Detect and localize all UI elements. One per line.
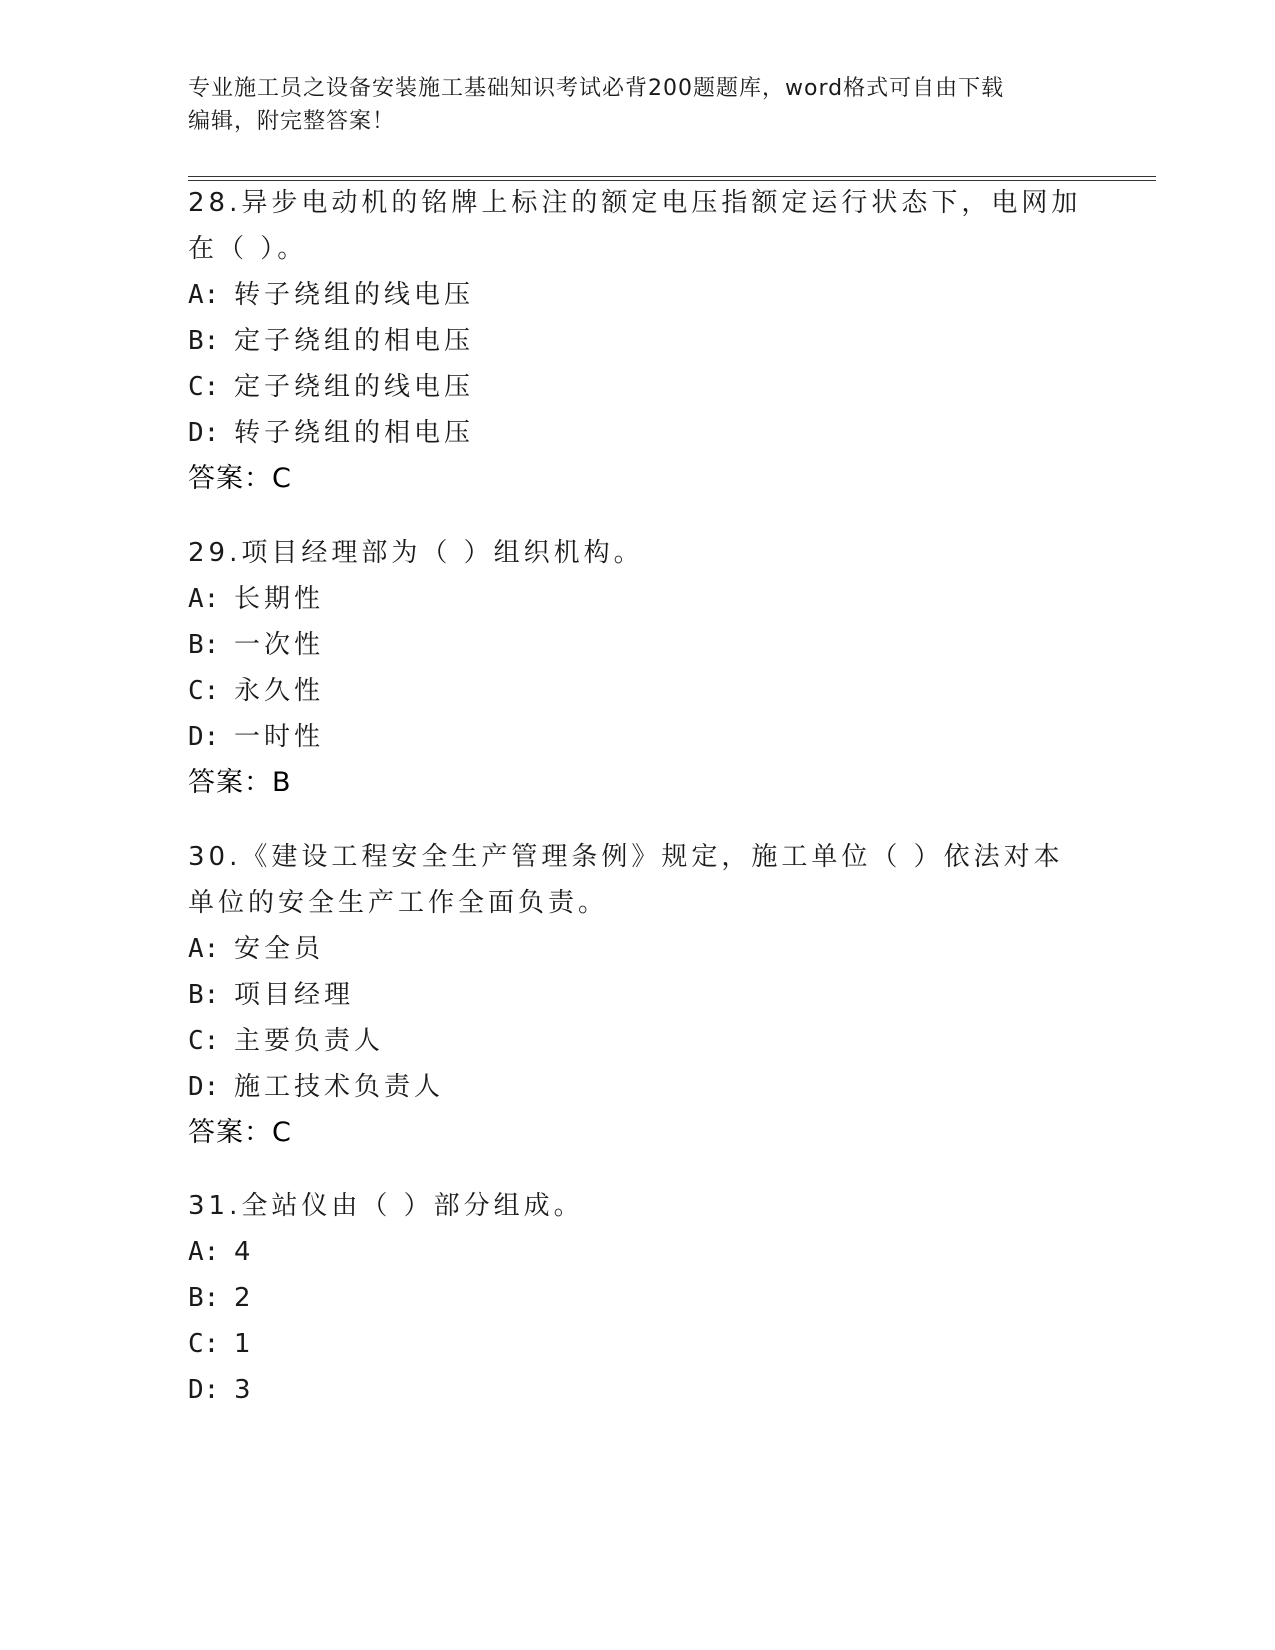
option-text: 转子绕组的线电压 — [234, 280, 475, 310]
option-text: 2 — [234, 1283, 255, 1313]
question-stem: 异步电动机的铭牌上标注的额定电压指额定运行状态下，电网加在（ ）。 — [188, 188, 1082, 264]
option-letter: A: — [188, 934, 220, 964]
option-text: 施工技术负责人 — [234, 1072, 445, 1102]
option-letter: A: — [188, 280, 220, 310]
option-text: 一次性 — [234, 630, 325, 660]
option-d — [188, 1064, 1088, 1110]
question-stem: 《建设工程安全生产管理条例》规定，施工单位（ ）依法对本单位的安全生产工作全面负责。 — [188, 842, 1064, 918]
option-letter: A: — [188, 1237, 220, 1267]
option-c — [188, 1018, 1088, 1064]
option-text: 1 — [234, 1329, 255, 1359]
option-c — [188, 1321, 1088, 1367]
option-letter: B: — [188, 326, 220, 356]
answer-line: 答案：B — [188, 767, 292, 798]
option-text: 4 — [234, 1237, 255, 1267]
option-text: 转子绕组的相电压 — [234, 418, 475, 448]
option-a — [188, 576, 1088, 622]
option-c — [188, 364, 1088, 410]
header-line-2: 编辑，附完整答案！ — [188, 109, 396, 134]
question-29 — [188, 530, 1088, 806]
question-28 — [188, 180, 1088, 502]
option-d — [188, 1367, 1088, 1413]
option-letter: D: — [188, 722, 220, 752]
option-letter: D: — [188, 418, 220, 448]
option-b — [188, 972, 1088, 1018]
question-31 — [188, 1183, 1088, 1413]
option-text: 一时性 — [234, 722, 325, 752]
answer-line: 答案：C — [188, 1117, 292, 1148]
option-letter: B: — [188, 980, 220, 1010]
option-text: 永久性 — [234, 676, 325, 706]
question-number: 30. — [188, 842, 242, 872]
option-letter: C: — [188, 676, 220, 706]
question-text — [188, 1183, 1088, 1229]
option-b — [188, 318, 1088, 364]
option-letter: D: — [188, 1375, 220, 1405]
option-text: 定子绕组的线电压 — [234, 372, 475, 402]
option-letter: C: — [188, 1026, 220, 1056]
option-b — [188, 622, 1088, 668]
option-text: 定子绕组的相电压 — [234, 326, 475, 356]
question-text — [188, 180, 1088, 272]
question-number: 31. — [188, 1191, 242, 1221]
question-text — [188, 530, 1088, 576]
option-letter: A: — [188, 584, 220, 614]
document-header — [188, 72, 1088, 138]
question-stem: 项目经理部为（ ）组织机构。 — [241, 538, 644, 568]
option-b — [188, 1275, 1088, 1321]
question-30 — [188, 834, 1088, 1156]
answer-line: 答案：C — [188, 463, 292, 494]
option-d — [188, 410, 1088, 456]
option-text: 长期性 — [234, 584, 325, 614]
question-number: 28. — [188, 188, 242, 218]
option-a — [188, 926, 1088, 972]
option-a — [188, 272, 1088, 318]
option-d — [188, 714, 1088, 760]
option-text: 主要负责人 — [234, 1026, 385, 1056]
header-line-1: 专业施工员之设备安装施工基础知识考试必背200题题库，word格式可自由下载 — [188, 76, 1005, 101]
question-stem: 全站仪由（ ）部分组成。 — [241, 1191, 584, 1221]
option-letter: B: — [188, 630, 220, 660]
option-letter: D: — [188, 1072, 220, 1102]
option-text: 3 — [234, 1375, 255, 1405]
option-letter: B: — [188, 1283, 220, 1313]
option-a — [188, 1229, 1088, 1275]
option-text: 安全员 — [234, 934, 325, 964]
option-letter: C: — [188, 372, 220, 402]
option-text: 项目经理 — [234, 980, 355, 1010]
option-c — [188, 668, 1088, 714]
question-text — [188, 834, 1088, 926]
option-letter: C: — [188, 1329, 220, 1359]
question-number: 29. — [188, 538, 242, 568]
